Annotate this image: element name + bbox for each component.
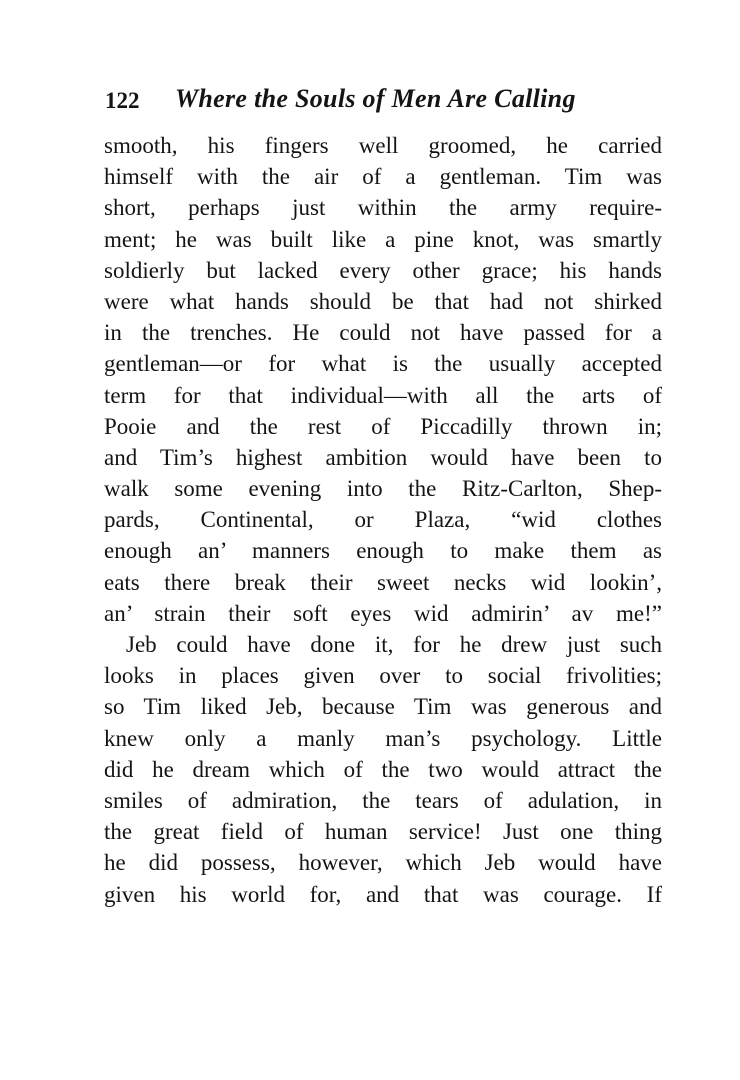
text-line: soldierly but lacked every other grace; his hands	[104, 257, 662, 283]
text-line: pards, Continental, or Plaza, “wid clothes	[104, 507, 662, 533]
text-line: short, perhaps just within the army require-	[104, 195, 662, 221]
text-line: knew only a manly man’s psychology. Little	[104, 725, 662, 751]
text-line: and Tim’s highest ambition would have been to	[104, 444, 662, 470]
text-line: an’ strain their soft eyes wid admirin’ av me!”	[104, 600, 662, 626]
text-line: enough an’ manners enough to make them as	[104, 538, 662, 564]
text-line: himself with the air of a gentleman. Tim was	[104, 164, 662, 190]
text-line: were what hands should be that had not shirked	[104, 288, 662, 314]
text-line: smooth, his fingers well groomed, he carried	[104, 133, 662, 158]
text-line: the great field of human service! Just one thing	[104, 819, 662, 845]
text-line: in the trenches. He could not have passed for a	[104, 320, 662, 346]
text-line: smiles of admiration, the tears of adulation, in	[104, 787, 662, 813]
text-line: ment; he was built like a pine knot, was smartly	[104, 226, 662, 252]
text-line: did he dream which of the two would attract the	[104, 756, 662, 782]
running-title: Where the Souls of Men Are Calling	[175, 84, 576, 113]
text-line: gentleman—or for what is the usually accepted	[104, 351, 662, 377]
body-text	[104, 130, 662, 910]
page-number: 122	[105, 88, 140, 113]
text-line: given his world for, and that was courage. If	[104, 881, 662, 907]
text-line: looks in places given over to social frivolities;	[104, 663, 662, 689]
text-line: he did possess, however, which Jeb would have	[104, 850, 662, 876]
text-line: term for that individual—with all the arts of	[104, 382, 662, 408]
running-head	[105, 80, 665, 120]
text-line: walk some evening into the Ritz-Carlton, Shep-	[104, 476, 662, 502]
text-line: so Tim liked Jeb, because Tim was generous and	[104, 694, 662, 720]
text-line: Pooie and the rest of Piccadilly thrown in;	[104, 413, 662, 439]
paragraph-first-line: Jeb could have done it, for he drew just such	[126, 632, 662, 657]
text-line: eats there break their sweet necks wid lookin’,	[104, 569, 662, 595]
